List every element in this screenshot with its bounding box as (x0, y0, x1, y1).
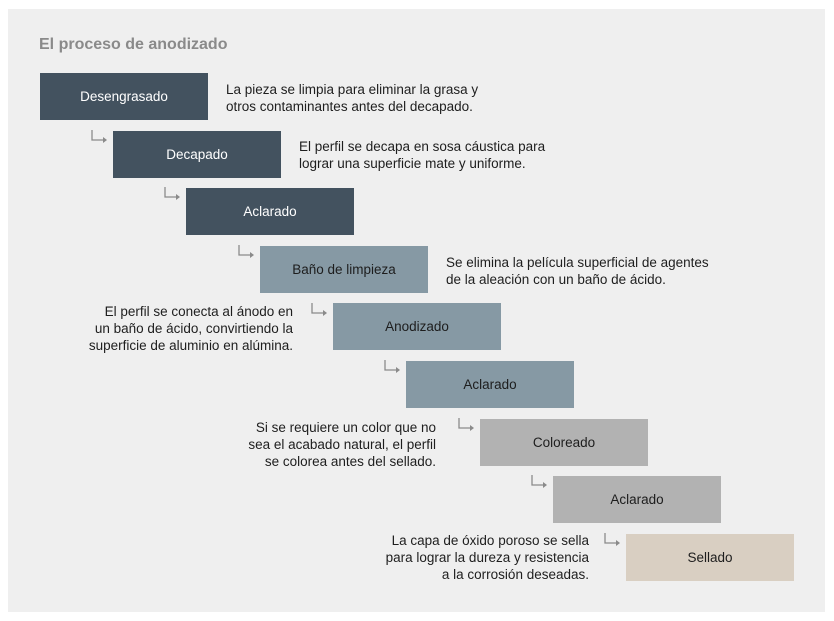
diagram-title: El proceso de anodizado (39, 36, 228, 53)
connector-arrow-icon (90, 129, 110, 145)
connector-arrow-icon (310, 302, 330, 318)
desc-sellado: La capa de óxido poroso se sella para lograr la dureza y resistencia a la corrosión deseadas. (385, 533, 589, 582)
connector-arrow-icon (163, 186, 183, 202)
step-bano-de-limpieza: Baño de limpieza (260, 246, 428, 293)
step-desengrasado: Desengrasado (40, 73, 208, 120)
connector-arrow-icon (530, 474, 550, 490)
step-decapado: Decapado (113, 131, 281, 178)
step-aclarado-1: Aclarado (186, 188, 354, 235)
desc-desengrasado: La pieza se limpia para eliminar la grasa y otros contaminantes antes del decapado. (226, 82, 479, 114)
desc-decapado: El perfil se decapa en sosa cáustica para lograr una superficie mate y uniforme. (299, 139, 546, 171)
step-anodizado: Anodizado (333, 303, 501, 350)
step-sellado: Sellado (626, 534, 794, 581)
desc-coloreado: Si se requiere un color que no sea el acabado natural, el perfil se colorea antes del sellado. (248, 420, 436, 469)
connector-arrow-icon (603, 532, 623, 548)
connector-arrow-icon (237, 244, 257, 260)
connector-arrow-icon (383, 359, 403, 375)
step-aclarado-2: Aclarado (406, 361, 574, 408)
step-aclarado-3: Aclarado (553, 476, 721, 523)
connector-arrow-icon (457, 417, 477, 433)
desc-bano-de-limpieza: Se elimina la película superficial de agentes de la aleación con un baño de ácido. (446, 255, 709, 287)
desc-anodizado: El perfil se conecta al ánodo en un baño de ácido, convirtiendo la superficie de aluminio en alúmina. (88, 304, 293, 353)
step-coloreado: Coloreado (480, 419, 648, 466)
